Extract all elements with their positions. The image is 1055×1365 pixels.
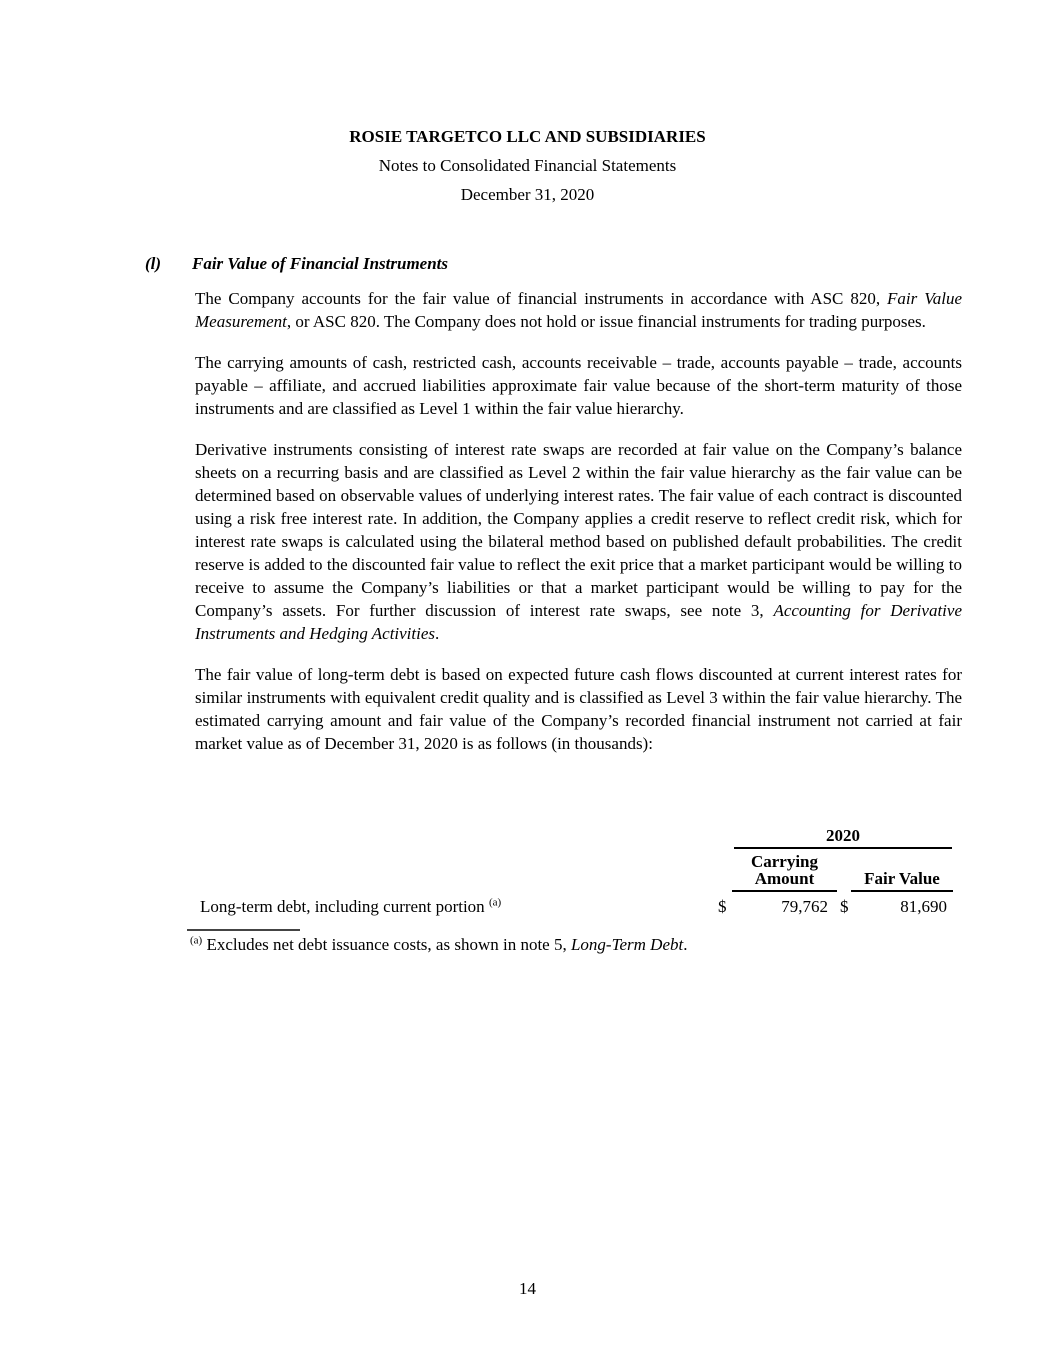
section-heading — [145, 252, 448, 275]
fair-value-header-label: Fair Value — [864, 869, 940, 888]
carrying-amount-value: 79,762 — [781, 897, 828, 916]
currency-symbol: $ — [718, 897, 727, 916]
fair-value-cell — [840, 895, 947, 918]
footnote-reference: (a) — [488, 896, 502, 909]
column-header-fair-value — [851, 853, 953, 892]
paragraph-asc-820: The Company accounts for the fair value of financial instruments in accordance with ASC 820, Fair Value Measurement, or ASC 820. The Company does not hold or issue financial instruments for trading purposes. — [195, 289, 962, 331]
carrying-header-line1: Carrying — [750, 852, 819, 871]
section-label: (l) — [145, 254, 162, 273]
footnote: $^{(a)}$ Excludes net debt issuance costs, as shown in note 5, Long-Term Debt. — [190, 934, 688, 954]
fair-value-table — [195, 824, 955, 924]
document-date: December 31, 2020 — [460, 185, 595, 204]
company-name: ROSIE TARGETCO LLC AND SUBSIDIARIES — [349, 127, 706, 146]
section-title: Fair Value of Financial Instruments — [192, 254, 449, 273]
row-label-text: Long-term debt, including current portion — [200, 897, 485, 916]
carrying-amount-cell — [718, 895, 828, 918]
column-header-carrying-amount — [732, 853, 837, 892]
paragraph-derivative-instruments: Derivative instruments consisting of interest rate swaps are recorded at fair value on the Company’s balance sheets on a recurring basis and are classified as Level 2 within the fair value hierarchy as the fair value can be determined based on observable values of underlying interest rates. The fair value of each contract is discounted using a risk free interest rate. In addition, the Company applies a credit reserve to reflect credit risk, which for interest rate swaps is calculated using the bilateral method based on published default probabilities. The credit reserve is added to the discounted fair value to reflect the exit price that a market participant would be willing to receive to assume the Company’s liabilities or that a market participant would be willing to pay for the Company’s assets. For further discussion of interest rate swaps, see note 3, Accounting for Derivative Instruments and Hedging Activities. — [195, 440, 962, 643]
document-header — [0, 122, 1055, 209]
table-year-header: 2020 — [734, 824, 952, 849]
paragraph-long-term-debt: The fair value of long-term debt is based on expected future cash flows discounted at current interest rates for similar instruments with equivalent credit quality and is classified as Level 3 within the fair value hierarchy. The estimated carrying amount and fair value of the Company’s recorded financial instrument not carried at fair market value as of December 31, 2020 is as follows (in thousands): — [195, 665, 962, 753]
fair-value-value: 81,690 — [900, 897, 947, 916]
body-paragraphs — [195, 287, 962, 773]
document-subtitle: Notes to Consolidated Financial Statements — [378, 156, 677, 175]
paragraph-carrying-amounts: The carrying amounts of cash, restricted cash, accounts receivable – trade, accounts payable – trade, accounts payable – affiliate, and accrued liabilities approximate fair value because of the short-term maturity of those instruments and are classified as Level 1 within the fair value hierarchy. — [195, 353, 962, 418]
footnote-separator-rule — [187, 929, 300, 931]
table-row — [195, 895, 955, 918]
page-number: 14 — [519, 1279, 536, 1298]
carrying-header-line2: Amount — [754, 869, 815, 888]
currency-symbol: $ — [840, 897, 849, 916]
row-label-long-term-debt — [200, 895, 501, 918]
